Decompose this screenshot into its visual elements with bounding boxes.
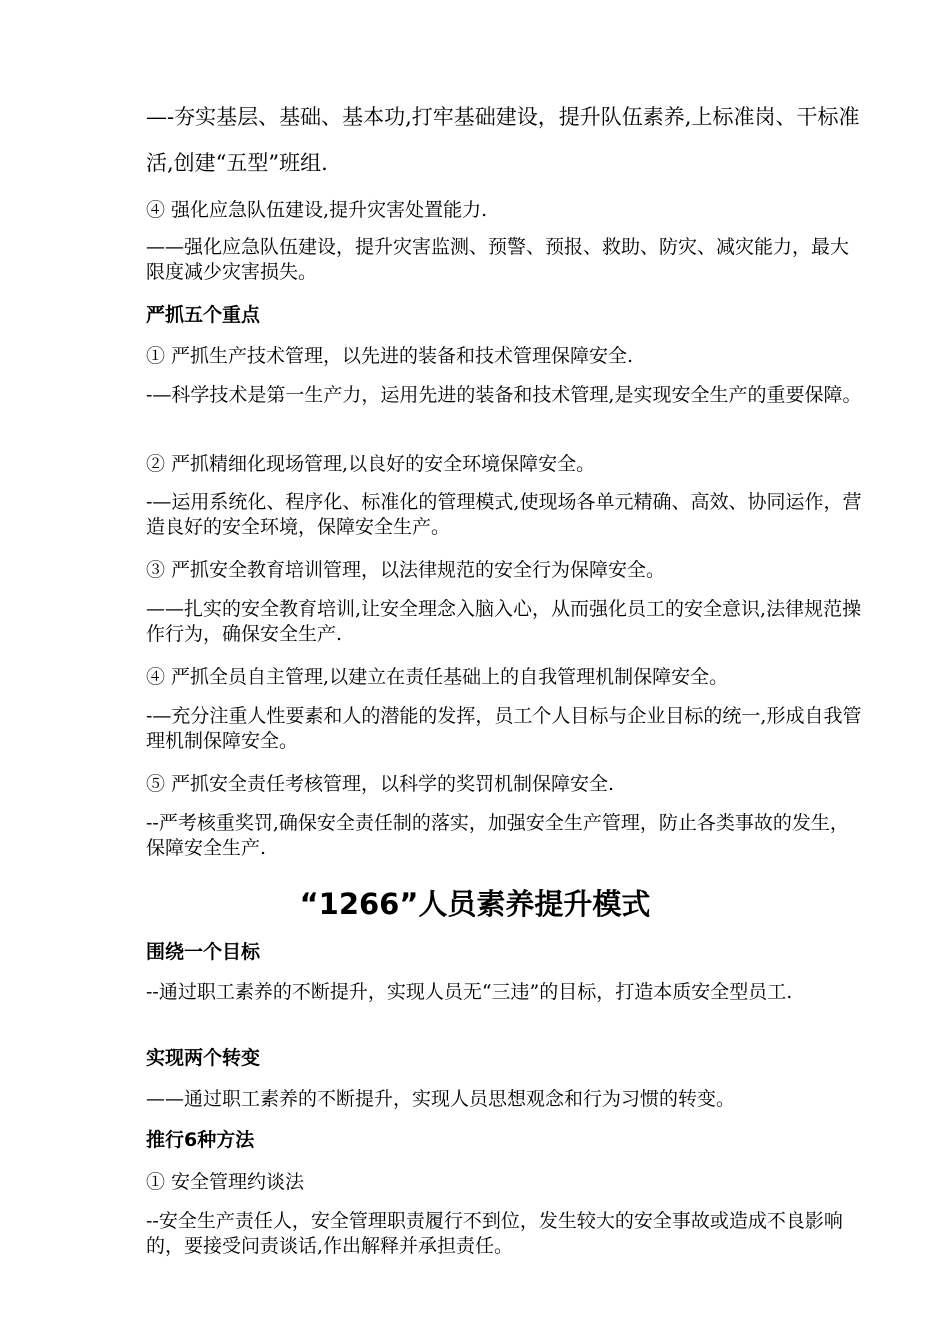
paragraph-interview-method: --安全生产责任人，安全管理职责履行不到位，发生较大的安全事故或造成不良影响的，要接受问责谈话,作出解释并承担责任。 [146, 1210, 843, 1257]
item-self-management: ④ 严抓全员自主管理,以建立在责任基础上的自我管理机制保障安全。 [146, 666, 729, 688]
item-interview-method: ① 安全管理约谈法 [146, 1171, 305, 1193]
paragraph-emergency-team: ——强化应急队伍建设，提升灾害监测、预警、预报、救助、防灾、减灾能力，最大限度减少灾害损失。 [146, 236, 850, 283]
paragraph-two-transformations: ——通过职工素养的不断提升，实现人员思想观念和行为习惯的转变。 [146, 1088, 736, 1110]
paragraph-site-management: -—运用系统化、程序化、标准化的管理模式,使现场各单元精确、高效、协同运作，营造良好的安全环境，保障安全生产。 [146, 491, 862, 538]
item-safety-training: ③ 严抓安全教育培训管理，以法律规范的安全行为保障安全。 [146, 559, 666, 581]
heading-one-goal: 围绕一个目标 [146, 941, 261, 963]
paragraph-responsibility-assessment: --严考核重奖罚,确保安全责任制的落实，加强安全生产管理，防止各类事故的发生，保障安全生产. [146, 812, 849, 859]
paragraph-one-goal: --通过职工素养的不断提升，实现人员无“三违”的目标，打造本质安全型员工. [146, 981, 793, 1003]
heading-five-key-points: 严抓五个重点 [146, 304, 261, 326]
item-emergency-team: ④ 强化应急队伍建设,提升灾害处置能力. [146, 199, 488, 221]
section-title: “1266”人员素养提升模式 [299, 887, 651, 921]
paragraph-base-building: —-夯实基层、基础、基本功,打牢基础建设，提升队伍素养,上标准岗、干标准活,创建“五型”班组. [146, 105, 860, 175]
paragraph-safety-training: ——扎实的安全教育培训,让安全理念入脑入心，从而强化员工的安全意识,法律规范操作行为，确保安全生产. [146, 598, 862, 645]
item-responsibility-assessment: ⑤ 严抓安全责任考核管理，以科学的奖罚机制保障安全. [146, 773, 615, 795]
heading-six-methods: 推行6种方法 [146, 1129, 255, 1151]
paragraph-production-tech: -—科学技术是第一生产力，运用先进的装备和技术管理,是实现安全生产的重要保障。 [146, 384, 862, 406]
item-production-tech: ① 严抓生产技术管理，以先进的装备和技术管理保障安全. [146, 345, 634, 367]
item-site-management: ② 严抓精细化现场管理,以良好的安全环境保障安全。 [146, 453, 596, 475]
heading-two-transformations: 实现两个转变 [146, 1047, 261, 1069]
paragraph-self-management: -—充分注重人性要素和人的潜能的发挥，员工个人目标与企业目标的统一,形成自我管理机制保障安全。 [146, 705, 862, 752]
